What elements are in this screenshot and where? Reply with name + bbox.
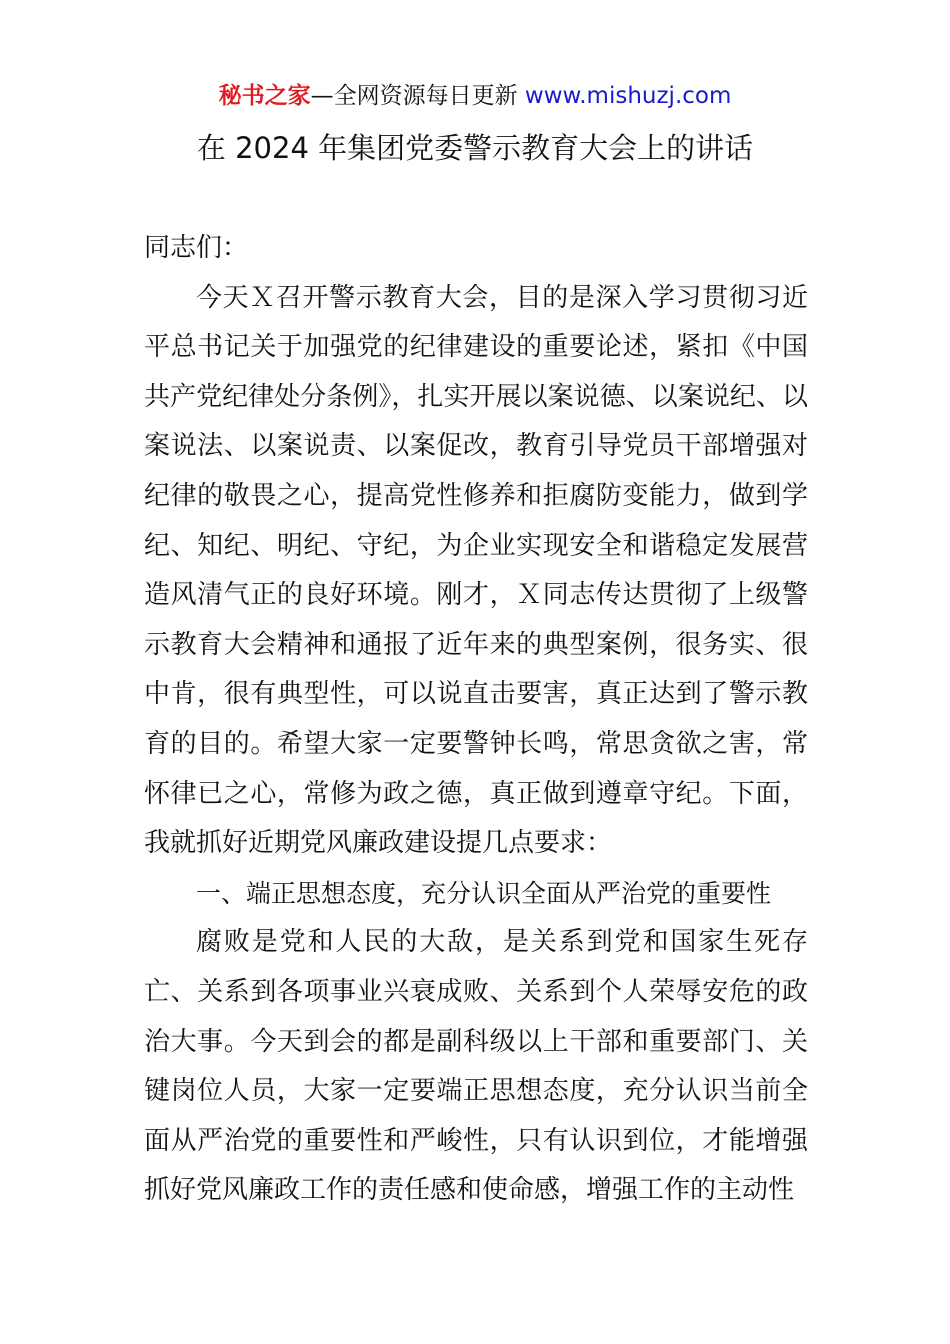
body-paragraph: 今天Ｘ召开警示教育大会，目的是深入学习贯彻习近平总书记关于加强党的纪律建设的重要论述，紧扣《中国共产党纪律处分条例》，扎实开展以案说德、以案说纪、以案说法、以案说责、以案促改，教育引导党员干部增强对纪律的敬畏之心，提高党性修养和拒腐防变能力，做到学纪、知纪、明纪、守纪，为企业实现安全和谐稳定发展营造风清气正的良好环境。刚才，Ｘ同志传达贯彻了上级警示教育大会精神和通报了近年来的典型案例，很务实、很中肯，很有典型性，可以说直击要害，真正达到了警示教育的目的。希望大家一定要警钟长鸣，常思贪欲之害，常怀律已之心，常修为政之德，真正做到遵章守纪。下面，我就抓好近期党风廉政建设提几点要求：	[144, 282, 808, 859]
site-tagline: —全网资源每日更新	[310, 83, 525, 109]
salutation: 同志们：	[144, 233, 249, 263]
document-title: 在 2024 年集团党委警示教育大会上的讲话	[196, 131, 754, 165]
section-heading: 一、端正思想态度，充分认识全面从严治党的重要性	[196, 878, 772, 908]
site-brand: 秘书之家	[218, 83, 311, 109]
document-body	[144, 224, 808, 1216]
site-url-link[interactable]: www.mishuzj.com	[524, 83, 732, 109]
body-paragraph: 腐败是党和人民的大敌，是关系到党和国家生死存亡、关系到各项事业兴衰成败、关系到个人荣辱安危的政治大事。今天到会的都是副科级以上干部和重要部门、关键岗位人员，大家一定要端正思想态度，充分认识当前全面从严治党的重要性和严峻性，只有认识到位，才能增强抓好党风廉政工作的责任感和使命感，增强工作的主动性	[144, 927, 808, 1206]
site-header	[0, 80, 950, 112]
